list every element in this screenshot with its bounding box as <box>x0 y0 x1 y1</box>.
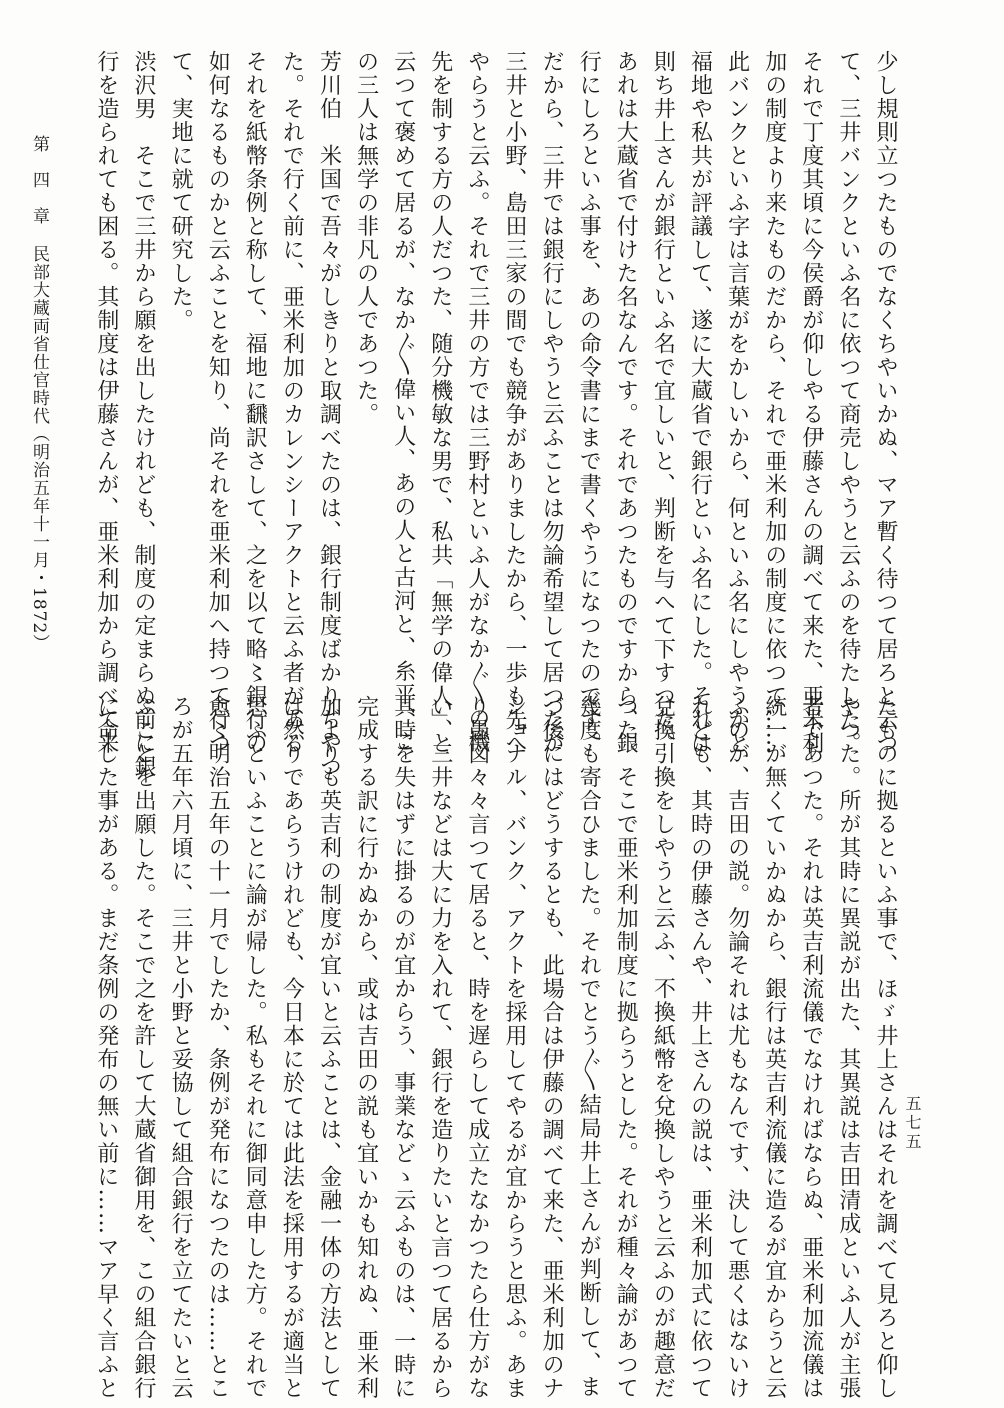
text-line: 芳川伯 米国で吾々がしきりと取調べたのは、銀行制度ばかりぢやつ <box>316 50 342 779</box>
text-line: て、三井バンクといふ名に依つて商売しやうと云ふのを待たした。 <box>835 50 861 755</box>
text-line: ろが五年六月頃に、三井と小野と妥協して組合銀行を立てたいと云 <box>168 695 194 1400</box>
text-line: ショナル、バンク、アクトを採用してやるが宜からうと思ふ。あま <box>502 695 527 1400</box>
text-line: 行にしろといふ事を、あの命令書にまで書くやうになつたのです。 <box>576 50 602 755</box>
text-line: て、実地に就て研究した。 <box>168 50 194 332</box>
text-line: 完成する訳に行かぬから、或は吉田の説も宜いかも知れぬ、亜米利 <box>353 695 379 1400</box>
text-line: 其時を失はずに掛るのが宜からう、事業などゝ云ふものは、一時に <box>390 695 416 1400</box>
text-line: の三人は無学の非凡の人であつた。 <box>353 50 379 426</box>
text-line: 幾度も寄合ひました。それでとう〲結局井上さんが判断して、ま <box>576 695 602 1399</box>
text-line: 渋沢男 そこで三井から願を出したけれども、制度の定まらぬ前に銀 <box>131 50 156 779</box>
text-line: あれは大蔵省で付けた名なんです。それであつたものですから、銀 <box>613 50 639 755</box>
text-line: れども、其時の伊藤さんや、井上さんの説は、亜米利加式に依つて <box>687 695 713 1400</box>
text-line: つた。そこで亜米利加制度に拠らうとした。それが種々論があつて <box>613 695 639 1400</box>
running-head-chapter: 第 四 章 <box>29 135 49 225</box>
text-line: い、三井などは大に力を入れて、銀行を造りたいと言つて居るから <box>427 695 453 1400</box>
text-line: 先を制する方の人だつた、随分機敏な男で、私共「無学の偉人」と <box>427 50 453 755</box>
running-head-date: （明治五年十一月・1872） <box>29 425 49 653</box>
text-line: 兌換引換をしやうと云ふ、不換紙幣を兌換しやうと云ふのが趣意だ <box>650 695 676 1400</box>
text-line: 行を造られても困る。其制度は伊藤さんが、亜米利加から調べて来 <box>93 50 119 755</box>
text-line: 者であつた。それは英吉利流儀でなければならぬ、亜米利加流儀は <box>798 695 824 1400</box>
text-line: たものに拠るといふ事で、ほゞ井上さんはそれを調べて見ろと仰し <box>873 695 898 1400</box>
text-line: 此バンクといふ字は言葉がをかしいから、何といふ名にしやうかと <box>724 50 750 755</box>
text-line: ふのが、吉田の説。勿論それは尤もなんです、決して悪くはないけ <box>724 695 750 1400</box>
text-line: 三井と小野、島田三家の間でも競争がありましたから、一歩も先へ <box>502 50 527 755</box>
text-line: 福地や私共が評議して、遂に大蔵省で銀行といふ名にした。それは <box>687 50 713 755</box>
text-line: 加の制度より来たものだから、それで亜米利加の制度に依つて…… <box>761 50 787 755</box>
text-line: やらうと云ふ。それで三井の方では三野村といふ人がなか〲の機 <box>464 50 490 754</box>
text-line: 愈〻明治五年の十一月でしたか、条例が発布になつたのは……とこ <box>205 695 231 1400</box>
text-line: 少し規則立つたものでなくちやいかぬ、マア暫く待つて居ろと云つ <box>873 50 898 755</box>
text-line: り愚図々々言つて居ると、時を遅らして成立たなかつたら仕方がな <box>464 695 490 1400</box>
text-line: 統一が無くていかぬから、銀行は英吉利流儀に造るが宜からうと云 <box>761 695 787 1400</box>
text-line: 則ち井上さんが銀行といふ名で宜しいと、判断を与へて下すつた。 <box>650 50 676 755</box>
text-line: やつた。所が其時に異説が出た、其異説は吉田清成といふ人が主張 <box>835 695 861 1400</box>
text-line: た。それで行く前に、亜米利加のカレンシーアクトと云ふ者がある <box>279 50 305 755</box>
running-head-title: 民部大蔵両省仕官時代 <box>29 245 49 425</box>
text-line: ふことを出願した。そこで之を許して大蔵省御用を、この組合銀行 <box>131 695 156 1400</box>
text-line: それを紙幣条例と称して、福地に飜訳さして、之を以て略〻銀行の <box>242 50 268 755</box>
text-line: 云つて褒めて居るが、なか〲偉い人、あの人と古河と、糸平、こ <box>390 50 416 754</box>
text-line: は然りであらうけれども、今日本に於ては此法を採用するが適当と <box>279 695 305 1400</box>
text-line: づ後にはどうするとも、此場合は伊藤の調べて来た、亜米利加のナ <box>539 695 565 1400</box>
text-line: だから、三井では銀行にしやうと云ふことは勿論希望して居つたが <box>539 50 565 755</box>
text-line: 思ふといふことに論が帰した。私もそれに御同意申した方。それで <box>242 695 268 1400</box>
text-line: 如何なるものかと云ふことを知り、尚それを亜米利加へ持つて行つ <box>205 50 231 755</box>
text-line: に命じた事がある。まだ条例の発布の無い前に……マア早く言ふと <box>93 695 119 1400</box>
text-line: 加よりも英吉利の制度が宜いと云ふことは、金融一体の方法として <box>316 695 342 1400</box>
text-line: それで丁度其頃に今侯爵が仰しやる伊藤さんの調べて来た、亜米利 <box>798 50 824 755</box>
page-number: 五七五 <box>903 1095 922 1152</box>
